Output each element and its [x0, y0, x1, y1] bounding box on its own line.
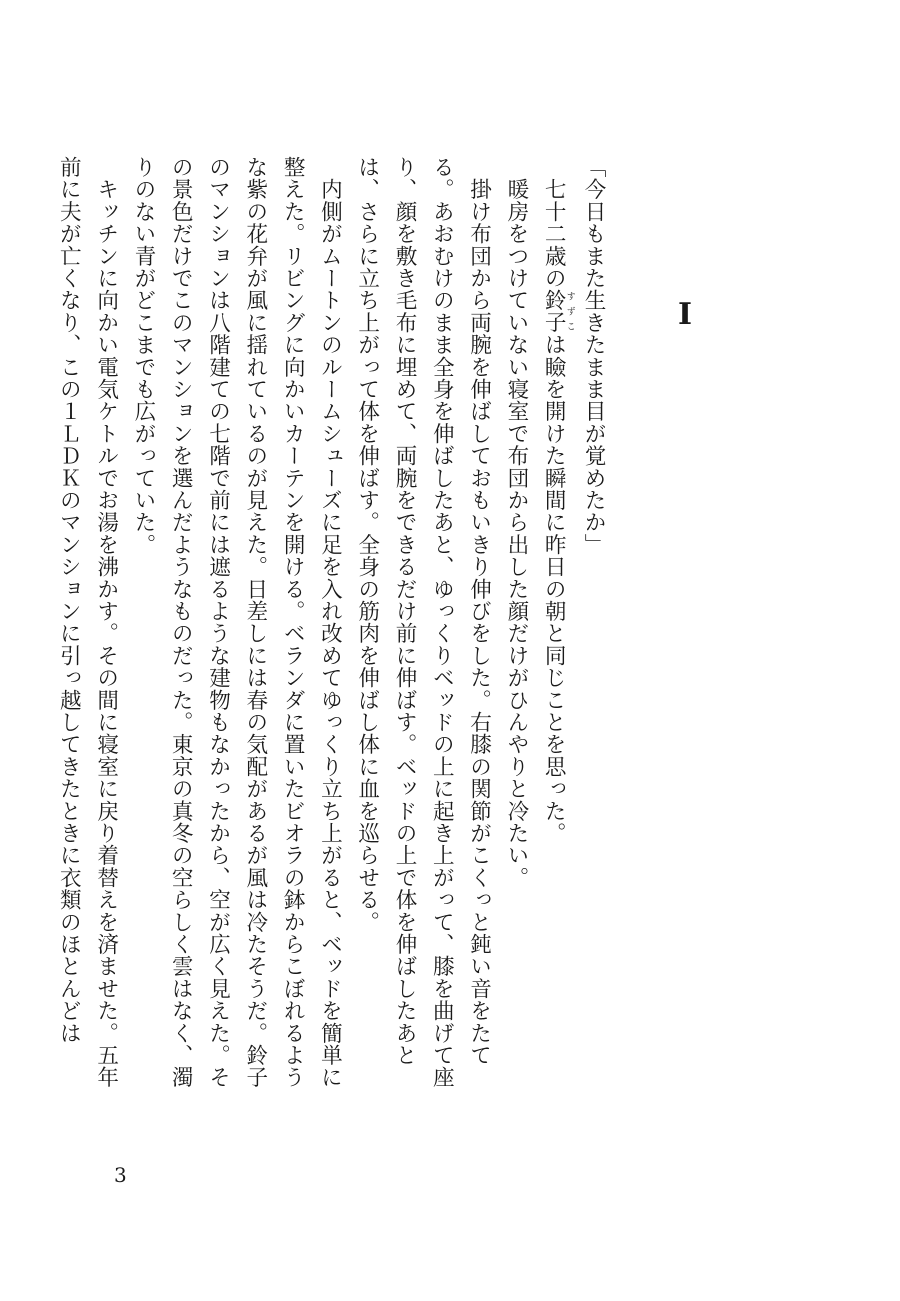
ruby-base: 鈴子 [541, 289, 567, 334]
paragraph: キッチンに向かい電気ケトルでお湯を沸かす。その間に寝室に戻り着替えを済ませた。五年前に夫が亡くなり、この１ＬＤＫのマンションに引っ越してきたときに衣類のほとんどは [56, 156, 119, 1089]
paragraph: 「今日もまた生きたまま目が覚めたか」 [581, 156, 606, 556]
page-number: 3 [114, 1163, 127, 1187]
ruby-name [541, 289, 575, 334]
paragraph: 掛け布団から両腕を伸ばしておもいきり伸びをした。右膝の関節がこくっと鈍い音をたてる。あおむけのまま全身を伸ばしたあと、ゆっくりベッドの上に起き上がって、膝を曲げて座り、顔を敷き毛布に埋めて、両腕をできるだけ前に伸ばす。ベッドの上で体を伸ばしたあとは、さらに立ち上がって体を伸ばす。全身の筋肉を伸ばし体に血を巡らせる。 [354, 156, 492, 1089]
paragraph [535, 156, 575, 1096]
ruby-reading: すずこ [564, 289, 575, 334]
paragraph-segment: 七十二歳の [541, 156, 567, 290]
paragraph: 内側がムートンのルームシューズに足を入れ改めてゆっくり立ち上がると、ベッドを簡単に整えた。リビングに向かいカーテンを開ける。ベランダに置いたビオラの鉢からこぼれるような紫の花弁が風に揺れているのが見えた。日差しには春の気配があるが風は冷たそうだ。鈴子のマンションは八階建ての七階で前には遮るような建物もなかったから、空が広く見えた。その景色だけでこのマンションを選んだようなものだった。東京の真冬の空らしく雲はなく、濁りのない青がどこまでも広がっていた。 [130, 156, 343, 1089]
paragraph: 暖房をつけていない寝室で布団から出した顔だけがひんやりと冷たい。 [503, 156, 529, 889]
paragraph-segment: は瞼を開けた瞬間に昨日の朝と同じことを思った。 [541, 333, 567, 845]
body-text [56, 156, 612, 1096]
chapter-number: I [677, 297, 693, 332]
